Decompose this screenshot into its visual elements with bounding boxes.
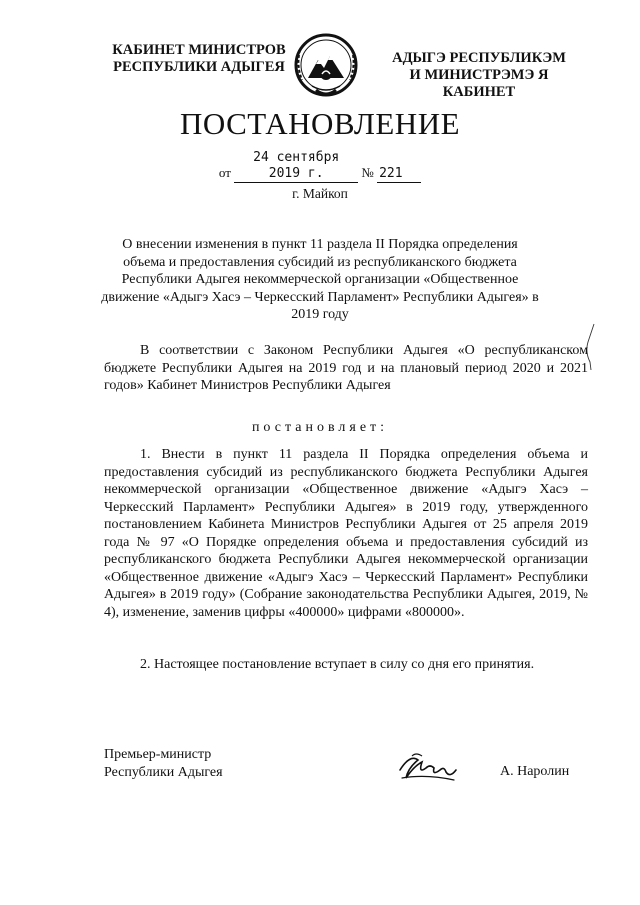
date-from-label: от	[218, 165, 231, 180]
issuer-adyghe-line-1: АДЫГЭ РЕСПУБЛИКЭМ	[392, 50, 566, 66]
issuer-adyghe-line-2: И МИНИСТРЭМЭ Я КАБИНЕТ	[409, 67, 549, 100]
document-title: ПОСТАНОВЛЕНИЕ	[179, 106, 461, 141]
document-date: 24 сентября 2019 г.	[234, 150, 358, 183]
date-number-line	[0, 150, 640, 183]
coat-of-arms-emblem-icon	[286, 30, 366, 102]
issuer-name-russian	[104, 42, 294, 76]
signatory-position-line-2: Республики Адыгея	[104, 765, 223, 780]
document-subject: О внесении изменения в пункт 11 раздела II Порядка определения объема и предоставления субсидий из республиканского бюджета Республики Адыгея некоммерческой организации «Общественное движение «Адыгэ Хасэ – Черкесский Парламент» Республики Адыгея» в 2019 году	[101, 237, 539, 322]
signatory-position	[104, 746, 304, 782]
decree-word: постановляет:	[251, 420, 389, 435]
signatory-name: А. Наролин	[500, 764, 570, 779]
item-2-paragraph: 2. Настоящее постановление вступает в силу со дня его принятия.	[140, 657, 535, 672]
number-label: №	[361, 165, 374, 180]
preamble-paragraph: В соответствии с Законом Республики Адыгея «О республиканском бюджете Республики Адыгея на 2019 год и на плановый период 2020 и 2021 годов» Кабинет Министров Республики Адыгея	[104, 343, 588, 393]
city-line: г. Майкоп	[292, 186, 348, 201]
signatory-position-line-1: Премьер-министр	[104, 747, 212, 762]
document-number: 221	[377, 166, 421, 183]
issuer-line-2: РЕСПУБЛИКИ АДЫГЕЯ	[113, 59, 285, 75]
item-1-paragraph: 1. Внести в пункт 11 раздела II Порядка определения объема и предоставления субсидий из республиканского бюджета Республики Адыгея некоммерческой организации «Общественное движение «Адыгэ Хасэ – Черкесский Парламент» Республики Адыгея» в 2019 году, утвержденного постановлением Кабинета Министров Республики Адыгея от 25 апреля 2019 года № 97 «О Порядке определения объема и предоставления субсидий из республиканского бюджета Республики Адыгея некоммерческой организации «Общественное движение «Адыгэ Хасэ – Черкесский Парламент» Республики Адыгея» в 2019 году» (Собрание законодательства Республики Адыгея, 2019, № 4), изменение, заменив цифры «400000» цифрами «800000».	[104, 447, 588, 620]
issuer-name-adyghe	[374, 50, 584, 101]
handwritten-signature-icon	[396, 748, 460, 788]
issuer-line-1: КАБИНЕТ МИНИСТРОВ	[112, 42, 286, 58]
